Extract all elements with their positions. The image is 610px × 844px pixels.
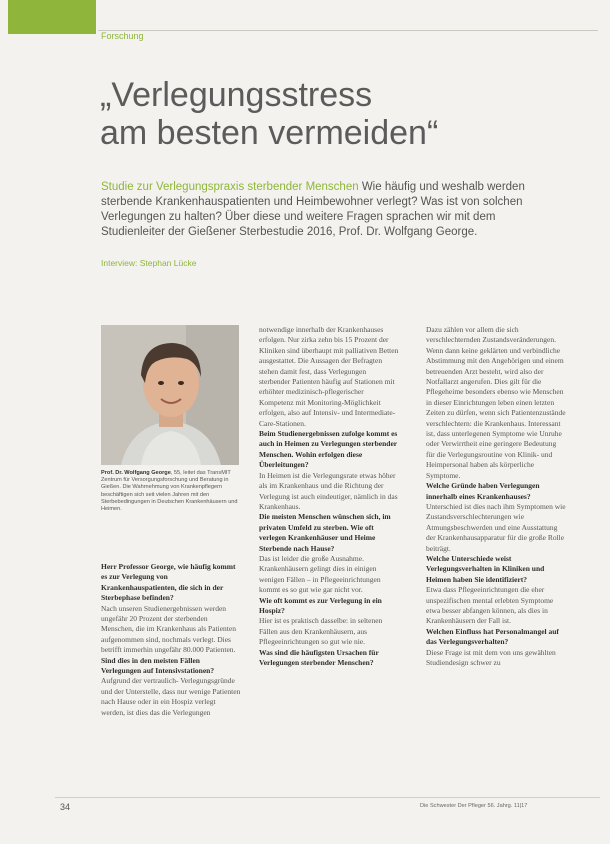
paragraph: Unterschied ist dies nach ihm Symptomen wie Zustandsverschlechterungen wie Atmungsbeschwerden und eine Ausstattung der Krankenhausapparatur für die große Rolle beiträgt. (426, 501, 566, 553)
lead-text: Wie häufig und weshalb werden sterbende Krankenhauspatienten und Heimbewohner verlegt? Was ist von solchen Verlegungen zu halten? Über diese und weitere Fragen sprachen wir mit dem Studienleiter der Gießener Sterbestudie 2016, Prof. Dr. Wolfgang George. (101, 181, 525, 238)
article-lead (101, 180, 556, 240)
paragraph: Hier ist es praktisch dasselbe: in seltenen Fällen aus den Krankenhäusern, aus Pflegeeinrichtungen so gut wie nie. (259, 616, 383, 647)
header-rule (98, 30, 598, 31)
caption-name: Prof. Dr. Wolfgang George (101, 470, 171, 476)
portrait-illustration (101, 325, 239, 465)
paragraph: Nach unseren Studienergebnissen werden ungefähr 20 Prozent der sterbenden Menschen, die im Krankenhaus als Patienten aufgenommen sind, nochmals verlegt. Dies betrifft immerhin ungefähr 80.000 Patienten. (101, 603, 236, 655)
paragraph: Was sind die häufigsten Ursachen für Verlegungen sterbender Menschen? (259, 647, 379, 667)
paragraph: Herr Professor George, wie häufig kommt es zur Verlegung von Krankenhauspatienten, die sich in der Sterbephase befinden? (101, 562, 236, 603)
paragraph: Dazu zählen vor allem die sich verschlechternden Zustandsveränderungen. Wenn dann keine geklärten und verbindliche Abstimmung mit den Angehörigen und einem betreuenden Arzt besteht, wird also der Notfallarzt angerufen. Dies gilt für die Pflegeheime besonders ebenso wie Menschen in dieser Einrichtungen leben einen letzten Zeiten zu dürfen, wenn sich Patientenzustände verschlechtern: die Krankenhaus. Interessant ist, dass unterlegenen Symptome wie Unruhe oder Verwirrtheit eine geringere Bedeutung für die Verlegungsroutine von Klinik- und Heimpersonal haben als körperliche Symptome. (426, 325, 566, 480)
paragraph: Welche Unterschiede weist Verlegungsverhalten in Kliniken und Heimen haben Sie identifiziert? (426, 553, 545, 584)
section-label: Forschung (101, 31, 144, 41)
footer-rule (55, 797, 600, 798)
byline: Interview: Stephan Lücke (101, 258, 197, 268)
title-line-1: „Verlegungsstress (100, 76, 373, 114)
paragraph: Die meisten Menschen wünschen sich, im privaten Umfeld zu sterben. Wie oft verlegen Krankenhäuser und Heime Sterbende nach Hause? (259, 512, 391, 553)
text-column-3 (426, 325, 566, 668)
article-title (100, 76, 438, 152)
lead-highlight: Studie zur Verlegungspraxis sterbender Menschen (101, 181, 359, 193)
paragraph: In Heimen ist die Verlegungsrate etwas höher als im Krankenhaus und die Richtung der Verlegung ist auch eindeutiger, nämlich in das Krankenhaus. (259, 470, 398, 511)
portrait-photo (101, 325, 239, 465)
paragraph: notwendige innerhalb der Krankenhauses erfolgen. Nur zirka zehn bis 15 Prozent der Kliniken sind überhaupt mit palliativen Betten ausgestattet. Die Aussagen der Befragten stehen damit fest, dass Verlegungen sterbender Patienten häufig auf Stationen mit erhöhter medizinisch-pflegerischer Kompetenz mit Monitoring-Möglichkeit erfolgen, also auf Intensiv- und Intermediate-Care-Stationen. (259, 325, 399, 428)
title-line-2: am besten vermeiden“ (100, 114, 439, 152)
paragraph: Diese Frage ist mit dem von uns gewählten Studiendesign schwer zu (426, 647, 556, 667)
caption-text: , 55, leitet das TransMIT Zentrum für Versorgungsforschung und Beratung in Gießen. Die Wahrnehmung von Krankenpflegern beschäftigen sich seit vielen Jahren mit den Sterbebedingungen in Deutschen Krankenhäusern und Heimen. (101, 470, 238, 513)
photo-caption (101, 470, 241, 513)
paragraph: Welche Gründe haben Verlegungen innerhalb eines Krankenhauses? (426, 481, 540, 501)
page-number: 34 (60, 802, 71, 812)
paragraph: Das ist leider die große Ausnahme. Krankenhäusern gelingt dies in einigen wenigen Fällen – in Pflegeeinrichtungen kommt es so gut wie gar nicht vor. (259, 553, 381, 595)
section-color-block (8, 0, 96, 34)
text-column-2 (259, 325, 399, 668)
journal-footer: Die Schwester Der Pfleger 56. Jahrg. 11|17 (420, 803, 528, 809)
paragraph: Etwa dass Pflegeeinrichtungen die eher unspezifischen mental erlebten Symptome etwa besser abfangen können, als dies in Krankenhäusern der Fall ist. (426, 585, 554, 626)
text-column-1 (101, 562, 241, 718)
paragraph: Wie oft kommt es zur Verlegung in ein Hospiz? (259, 595, 382, 615)
paragraph: Aufgrund der vertraulich- Verlegungsgründe und der Unterstelle, dass nur wenige Patienten nach Hause oder in ein Hospiz verlegt werden, ist dies das die Verlegungen (101, 676, 241, 717)
paragraph: Welchen Einfluss hat Personalmangel auf das Verlegungsverhalten? (426, 626, 559, 647)
paragraph: Sind dies in den meisten Fällen Verlegungen auf Intensivstationen? (101, 655, 215, 676)
paragraph: Beim Studienergebnissen zufolge kommt es auch in Heimen zu Verlegungen sterbender Menschen. Wohin erfolgen diese Überleitungen? (259, 429, 398, 470)
